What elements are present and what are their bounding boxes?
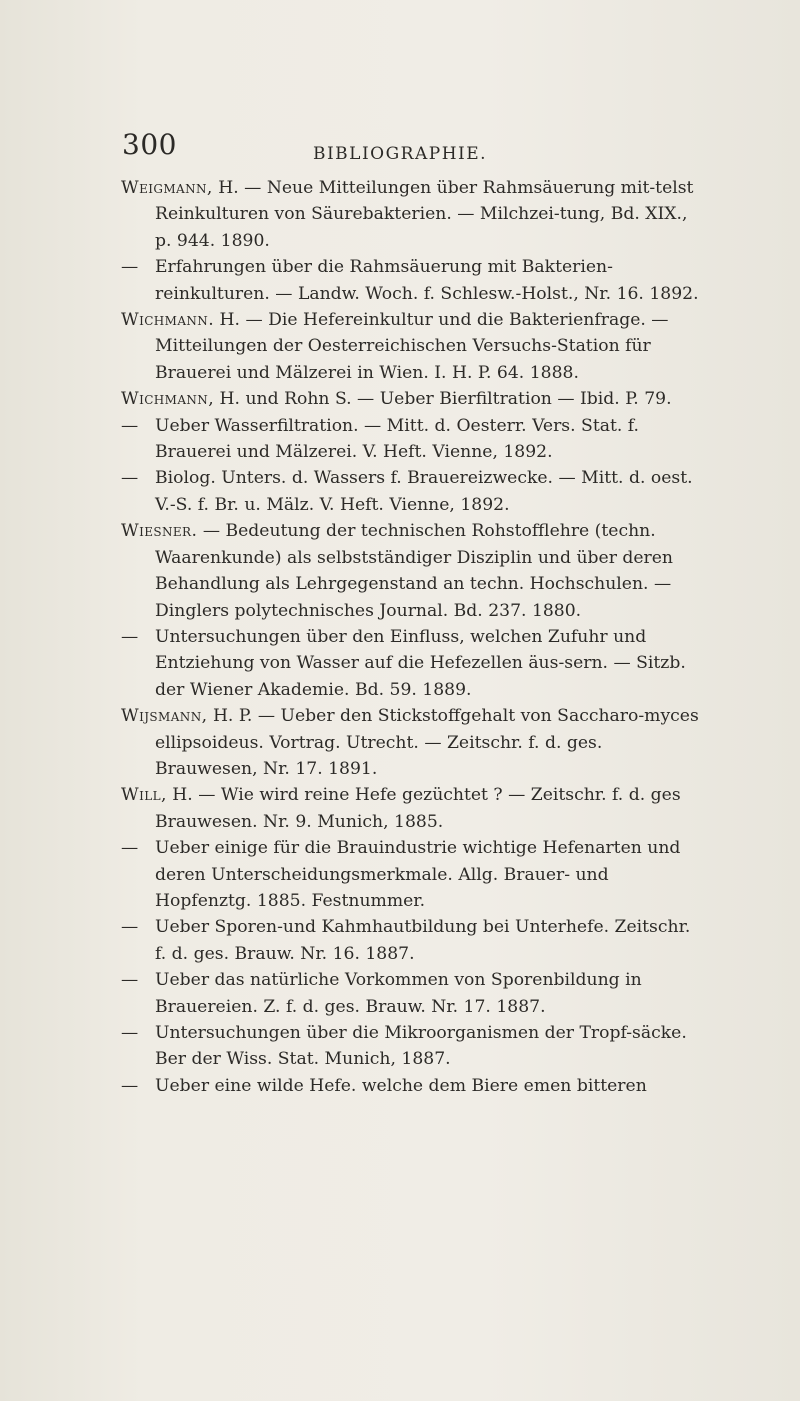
bibliography-entry [121,703,701,782]
entry-text: Ueber das natürliche Vorkommen von Sporenbildung in Brauereien. Z. f. d. ges. Brauw. Nr. 17. 1887. [155,970,642,1017]
entry-dash: — [121,970,139,991]
entry-text: Ueber Wasserfiltration. — Mitt. d. Oesterr. Vers. Stat. f. Brauerei und Mälzerei. V. Heft. Vienne, 1892. [155,415,640,463]
entry-text: H. — Neue Mitteilungen über Rahmsäuerung mit-telst Reinkulturen von Säurebakterien. — Milchzei-tung, Bd. XIX., p. 944. 1890. [155,178,694,251]
page-number: 300 [122,128,177,161]
bibliography-subentry [121,967,701,1020]
entry-text: H. — Die Hefereinkultur und die Bakterienfrage. — Mitteilungen der Oesterreichischen Versuchs-Station für Brauerei und Mälzerei in Wien. I. H. P. 64. 1888. [155,310,669,383]
entry-text: H. — Wie wird reine Hefe gezüchtet ? — Zeitschr. f. d. ges Brauwesen. Nr. 9. Munich, 1885. [155,785,681,832]
bibliography-entry [121,307,701,386]
entry-author: Will, [121,785,167,806]
bibliography-subentry [121,835,701,914]
entry-dash: — [121,917,139,938]
entry-text: Erfahrungen über die Rahmsäuerung mit Bakterien-reinkulturen. — Landw. Woch. f. Schlesw.-Holst., Nr. 16. 1892. [155,257,699,304]
entry-author: Weigmann, [121,178,213,198]
bibliography-subentry [121,413,701,466]
entry-text: Ueber einige für die Brauindustrie wichtige Hefenarten und deren Unterscheidungsmerkmale. Allg. Brauer- und Hopfenztg. 1885. Festnummer. [155,838,681,911]
entry-text: H. und Rohn S. — Ueber Bierfiltration — Ibid. P. 79. [219,389,672,410]
entry-text: Untersuchungen über den Einfluss, welchen Zufuhr und Entziehung von Wasser auf die Hefezellen äus-sern. — Sitzb. der Wiener Akademie. Bd. 59. 1889. [155,626,686,700]
entry-dash: — [121,468,139,489]
entry-dash: — [121,257,139,278]
entry-author: Wijsmann, [121,706,208,727]
bibliography-subentry [121,254,701,307]
bibliography-subentry [121,465,701,518]
entry-author: Wichmann, [121,389,215,410]
bibliography-entry [121,782,701,835]
entry-dash: — [121,626,139,647]
bibliography-subentry [121,624,701,703]
entry-dash: — [121,1075,139,1096]
bibliography-subentry [121,1020,701,1073]
entry-text: Biolog. Unters. d. Wassers f. Brauereizwecke. — Mitt. d. oest. V.-S. f. Br. u. Mälz. V. Heft. Vienne, 1892. [155,468,693,515]
bibliography-entry [121,386,701,412]
bibliography-subentry [121,1073,701,1099]
entry-dash: — [121,838,139,859]
entry-dash: — [121,1023,139,1043]
entry-text: Ueber eine wilde Hefe. welche dem Biere emen bitteren [155,1075,647,1096]
bibliography-entry [121,518,701,624]
entry-dash: — [121,415,139,436]
running-head: BIBLIOGRAPHIE. [312,144,488,164]
bibliography-subentry [121,914,701,967]
entry-author: Wichmann. [121,310,215,331]
entry-text: Untersuchungen über die Mikroorganismen der Tropf-säcke. Ber der Wiss. Stat. Munich, 1887. [155,1023,687,1070]
entry-text: Ueber Sporen-und Kahmhautbildung bei Unterhefe. Zeitschr. f. d. ges. Brauw. Nr. 16. 1887. [155,917,691,964]
bibliography-entry [121,175,701,254]
entry-text: — Bedeutung der technischen Rohstofflehre (techn. Waarenkunde) als selbstständiger Disziplin und über deren Behandlung als Lehrgegenstand an techn. Hochschulen. — Dinglers polytechnisches Journal. Bd. 237. 1880. [155,521,673,621]
entry-text: H. P. — Ueber den Stickstoffgehalt von Saccharo-myces ellipsoideus. Vortrag. Utrecht. — Zeitschr. f. d. ges. Brauwesen, Nr. 17. 1891. [155,706,699,779]
bibliography-list [121,175,701,1099]
entry-author: Wiesner. [121,521,198,542]
